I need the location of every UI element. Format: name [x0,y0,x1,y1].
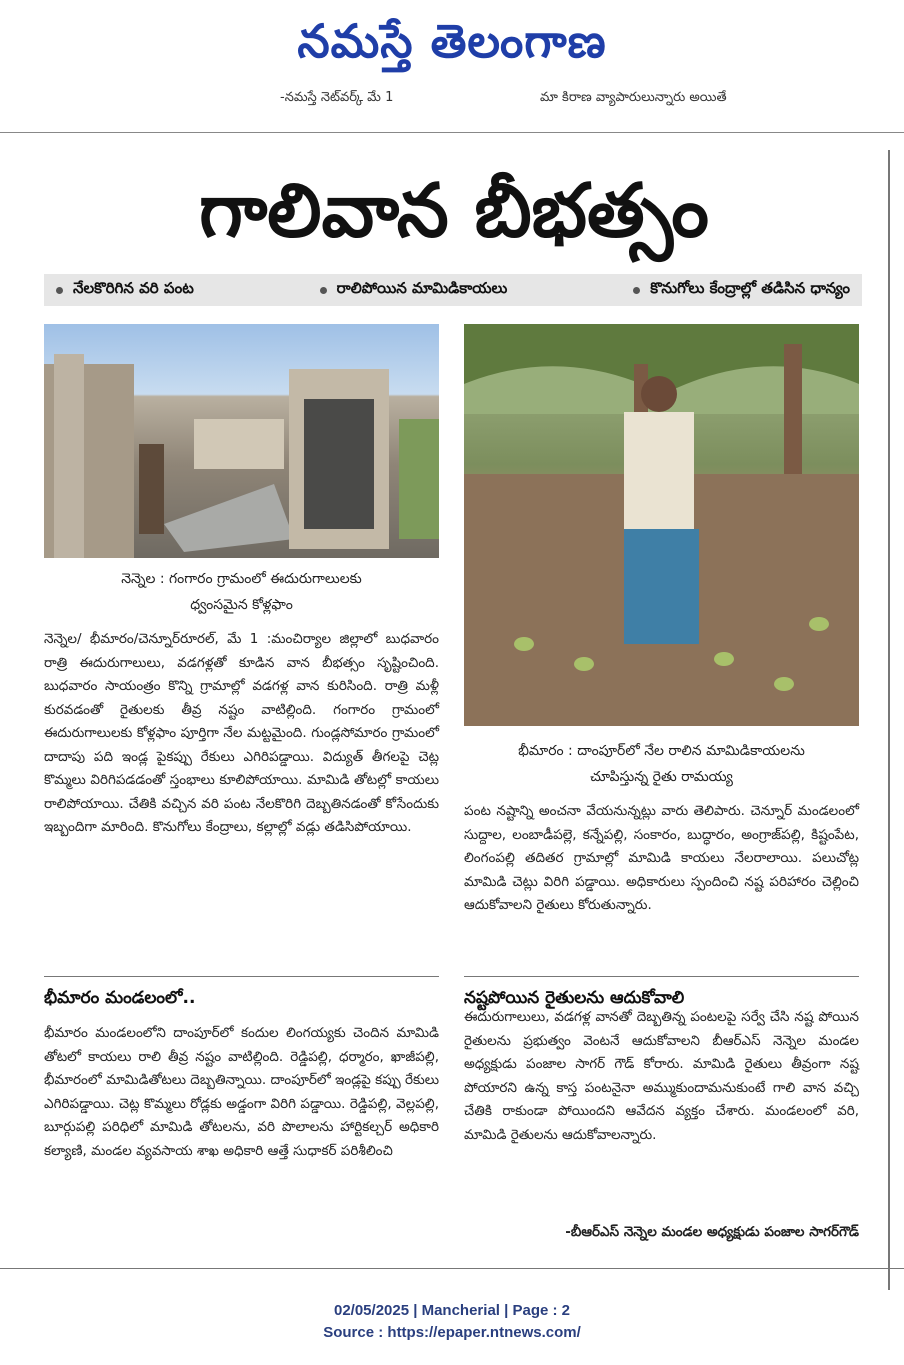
left-column-body: నెన్నెల/ భీమారం/చెన్నూర్‌రూరల్, మే 1 :మంచిర్యాల జిల్లాలో బుధవారం రాత్రి ఈదురుగాలులు, వడగళ్లతో కూడిన వాన బీభత్సం సృష్టించింది. బుధవారం సాయంత్రం కొన్ని గ్రామాల్లో వడగళ్ల వాన కురిసింది. రాత్రి మళ్లీ కురవడంతో రైతులకు తీవ్ర నష్టం వాటిల్లింది. గంగారం గ్రామంలో ఈదురుగాలులకు కోళ్లఫాం పూర్తిగా నేల మట్టమైంది. గుండ్లసోమారం గ్రామంలో దాదాపు పది ఇండ్ల పైకప్పు రేకులు ఎగిరిపడ్డాయి. విద్యుత్ తీగలపై చెట్ల కొమ్మలు విరిగిపడడంతో స్తంభాలు కూలిపోయాయి. మామిడి తోటల్లో కాయలు రాలిపోయాయి. చేతికి వచ్చిన వరి పంట నేలకొరిగి దెబ్బతినడంతో కోసేందుకు ఇబ్బందిగా మారింది. కొనుగోలు కేంద్రాలు, కల్లాల్లో వడ్లు తడిసిపోయాయి. [44,631,439,835]
photo-illustration [44,324,439,558]
subheads-bar [44,274,862,306]
masthead [0,0,904,80]
caption-line: నెన్నెల : గంగారం గ్రామంలో ఈదురుగాలులకు [121,571,362,587]
photo-farmer-mango-orchard [464,324,859,726]
photo1-caption [44,566,439,618]
photo2-caption [464,738,859,790]
newspaper-logo: నమస్తే తెలంగాణ [297,14,607,68]
bullet-icon [56,287,63,294]
caption-line: భీమారం : దాంపూర్‌లో నేల రాలిన మామిడికాయలను [518,743,805,759]
photo-illustration [464,324,859,726]
bullet-icon [320,287,327,294]
right-column-body: పంట నష్టాన్ని అంచనా వేయనున్నట్లు వారు తెలిపారు. చెన్నూర్ మండలంలో సుద్దాల, లంబాడీపల్లె, కన్నేపల్లి, సంకారం, బుద్ధారం, అంగ్రాజ్‌పల్లి, కిష్టంపేట, లింగంపల్లి తదితర గ్రామాల్లో మామిడి కాయలు నేలరాలాయి. పలుచోట్ల మామిడి చెట్లు విరిగి పడ్డాయి. అధికారులు స్పందించి నష్ట పరిహారం చెల్లించి ఆదుకోవాలని రైతులు కోరుతున్నారు. [464,803,859,913]
article-headline: గాలివాన బీభత్సం [199,168,709,254]
subhead-item [320,279,508,301]
news-article [20,150,888,1250]
subhead-item [633,279,850,301]
caption-line: చూపిస్తున్న రైతు రామయ్య [590,769,733,785]
caption-line: ధ్వంసమైన కోళ్లఫాం [190,597,293,613]
right-subtitle: నష్టపోయిన రైతులను ఆదుకోవాలి [464,988,685,1008]
footer-source-link[interactable]: Source : https://epaper.ntnews.com/ [323,1324,581,1341]
section-divider [44,976,439,977]
section-divider [464,976,859,977]
footer-divider [0,1268,904,1269]
bullet-icon [633,287,640,294]
subhead-text: నేలకొరిగిన వరి పంట [73,279,194,297]
clip-fragment-left: -నమస్తే నెట్‌వర్క్ మే 1 [280,90,394,105]
clip-fragment-right: మా కిరాణ వ్యాపారులున్నారు అయితే [540,90,727,105]
subhead-text: రాలిపోయిన మామిడికాయలు [336,279,508,297]
subhead-text: కొనుగోలు కేంద్రాల్లో తడిసిన ధాన్యం [650,279,850,297]
photo-damaged-poultry-farm [44,324,439,558]
right-column-body-2: ఈదురుగాలులు, వడగళ్ల వానతో దెబ్బతిన్న పంటలపై సర్వే చేసి నష్ట పోయిన రైతులను ప్రభుత్వం వెంటనే ఆదుకోవాలని బీఆర్ఎస్ నెన్నెల మండల అధ్యక్షుడు పంజాల సాగర్ గౌడ్ కోరారు. మామిడి రైతులు తీవ్రంగా నష్ట పోయారని ఉన్న కాస్త పంటనైనా అమ్ముకుందామనుకుంటే గాలి వాన వచ్చి చేతికి రాకుండా పోయిందని ఆవేదన వ్యక్తం చేశారు. మండలంలో వరి, మామిడి రైతులను ఆదుకోవాలన్నారు. [464,1009,859,1143]
page-divider [888,150,890,1290]
footer [0,1300,904,1344]
footer-date-edition: 02/05/2025 | Mancherial | Page : 2 [333,1302,571,1319]
subhead-item [56,279,194,301]
left-subtitle: భీమారం మండలంలో.. [44,988,196,1008]
clipping-strip [0,82,904,133]
quote-attribution: -బీఆర్ఎస్ నెన్నెల మండల అధ్యక్షుడు పంజాల సాగర్‌గౌడ్ [565,1224,859,1240]
left-column-body-2: భీమారం మండలంలోని దాంపూర్‌లో కందుల లింగయ్యకు చెందిన మామిడి తోటలో కాయలు రాలి తీవ్ర నష్టం వాటిల్లింది. రెడ్డిపల్లి, ధర్మారం, ఖాజీపల్లి, భీమారంలో మామిడితోటలు దెబ్బతిన్నాయి. దాంపూర్‌లో ఇండ్లపై కప్పు రేకులు ఎగిరిపడ్డాయి. చెట్ల కొమ్మలు రోడ్లకు అడ్డంగా విరిగి పడ్డాయి. రెడ్డిపల్లి, వెల్లపల్లి, బూర్గుపల్లి పరిధిలో మామిడి తోటలను, వరి పొలాలను హార్టికల్చర్ అధికారి కల్యాణి, మండల వ్యవసాయ శాఖ అధికారి ఆత్తే సుధాకర్ పరిశీలించి [44,1025,439,1159]
